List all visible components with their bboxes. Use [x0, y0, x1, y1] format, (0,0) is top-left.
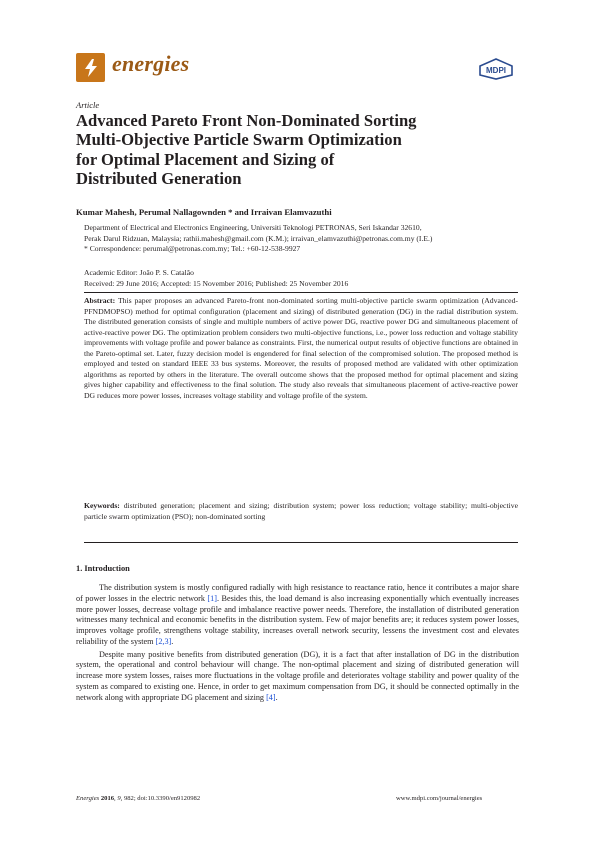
title-line: Multi-Objective Particle Swarm Optimization: [76, 130, 402, 150]
paragraph: [76, 583, 519, 648]
keywords-text: distributed generation; placement and sizing; distribution system; power loss reduction; voltage stability; multi-objective particle swarm optimization (PSO); non-dominated sorting: [84, 501, 518, 521]
citation-link[interactable]: [4]: [266, 692, 276, 702]
correspondence-line: * Correspondence: perumal@petronas.com.my; Tel.: +60-12-538-9927: [84, 244, 301, 254]
footer-volume: 9: [117, 795, 121, 802]
divider: [84, 542, 518, 543]
paragraph: [76, 650, 519, 704]
article-type: Article: [76, 100, 100, 110]
footer-journal: Energies: [76, 795, 100, 802]
received-accepted-published: Received: 29 June 2016; Accepted: 15 November 2016; Published: 25 November 2016: [84, 278, 349, 288]
footer-citation: Energies 2016, 9, 982; doi:10.3390/en9120982: [76, 795, 201, 802]
affiliation-line: Perak Darul Ridzuan, Malaysia; rathii.mahesh@gmail.com (K.M.); irraivan_elamvazuthi@petronas.com.my (I.E.): [84, 233, 433, 243]
citation-link[interactable]: [2,3]: [155, 636, 172, 646]
mdpi-logo: [478, 58, 514, 80]
title-line: for Optimal Placement and Sizing of: [76, 149, 335, 169]
affiliation-line: Department of Electrical and Electronics Engineering, Universiti Teknologi PETRONAS, Seri Iskandar 32610,: [84, 223, 422, 232]
academic-editor: Academic Editor: João P. S. Catalão: [84, 268, 194, 277]
paragraph-text: .: [275, 692, 278, 702]
paragraph-text: .: [171, 636, 174, 646]
journal-name: energies: [112, 51, 190, 76]
abstract-label: Abstract:: [84, 296, 116, 305]
divider: [84, 292, 518, 293]
journal-logo: [76, 53, 105, 82]
section-body: [76, 583, 519, 705]
section-heading: 1. Introduction: [76, 564, 130, 573]
paragraph-text: Despite many positive benefits from distributed generation (DG), it is a fact that after installation of DG in the distribution system, the operational and control behaviour will change. The non-optimal placement and sizing of distributed generation will increase more system losses, raises more fluctuations in the voltage profile and deteriorates voltage stability and power quality of the system as compared to existing one. Hence, in order to get maximum compensation from DG, it should be connected optimally in the network along with appropriate DG placement and sizing: [76, 649, 519, 702]
title-line: Advanced Pareto Front Non-Dominated Sorting: [76, 111, 417, 130]
keywords-label: Keywords:: [84, 501, 120, 510]
title-line: Distributed Generation: [76, 169, 242, 189]
citation-link[interactable]: [1]: [207, 593, 217, 603]
paragraph-text: The distribution system is mostly configured radially with high resistance to reactance ratio, hence it contributes a major share of power losses in the electric network: [76, 583, 519, 603]
affiliations: [84, 223, 524, 255]
footer-url[interactable]: www.mdpi.com/journal/energies: [396, 795, 483, 802]
footer-year: 2016: [100, 795, 115, 802]
lightning-icon: [81, 58, 101, 78]
paper-title: [76, 111, 516, 189]
publication-dates: [84, 268, 348, 289]
keywords: [84, 501, 518, 522]
abstract-text: This paper proposes an advanced Pareto-front non-dominated sorting multi-objective particle swarm optimization (Advanced-PFNDMOPSO) method for optimal configuration (placement and sizing) of distributed generation (DG) in the radial distribution system. The distributed generation consists of single and multiple numbers of active power DG, reactive power DG and simultaneous placement of active-reactive power DG. The optimization problem considers two multi-objective functions, i.e., power loss reduction and voltage stability improvements with voltage profile and power balance as constraints. First, the numerical output results of objective functions are obtained in the Pareto-optimal set. Later, fuzzy decision model is engendered for final selection of the compromised solution. The proposed method is employed and tested on standard IEEE 33 bus systems. Moreover, the results of proposed method are validated with other optimization algorithms as reported by others in the literature. The overall outcome shows that the proposed method for optimal placement and sizing gives higher capability and effectiveness to the final solution. The study also reveals that simultaneous placement of active-reactive power DG reduces more power losses, increases voltage stability and voltage profile of the system.: [84, 296, 518, 400]
abstract: [84, 296, 518, 401]
paragraph-text: . Besides this, the load demand is also increasing exponentially which eventually increases more power losses, decrease voltage profile and imbalance reactive power needs. Therefore, the installation of distributed generation witnesses many technical and economic benefits in the distribution system. Few of major benefits are; it reduces system power losses, improves voltage profile, strengthens voltage stability, increases overall network security, lessens the investment cost and elevates reliability of the system: [76, 593, 519, 646]
footer-doi: , 982; doi:10.3390/en9120982: [120, 795, 201, 802]
mdpi-text: MDPI: [486, 66, 506, 75]
author-list: Kumar Mahesh, Perumal Nallagownden * and Irraivan Elamvazuthi: [76, 207, 332, 217]
